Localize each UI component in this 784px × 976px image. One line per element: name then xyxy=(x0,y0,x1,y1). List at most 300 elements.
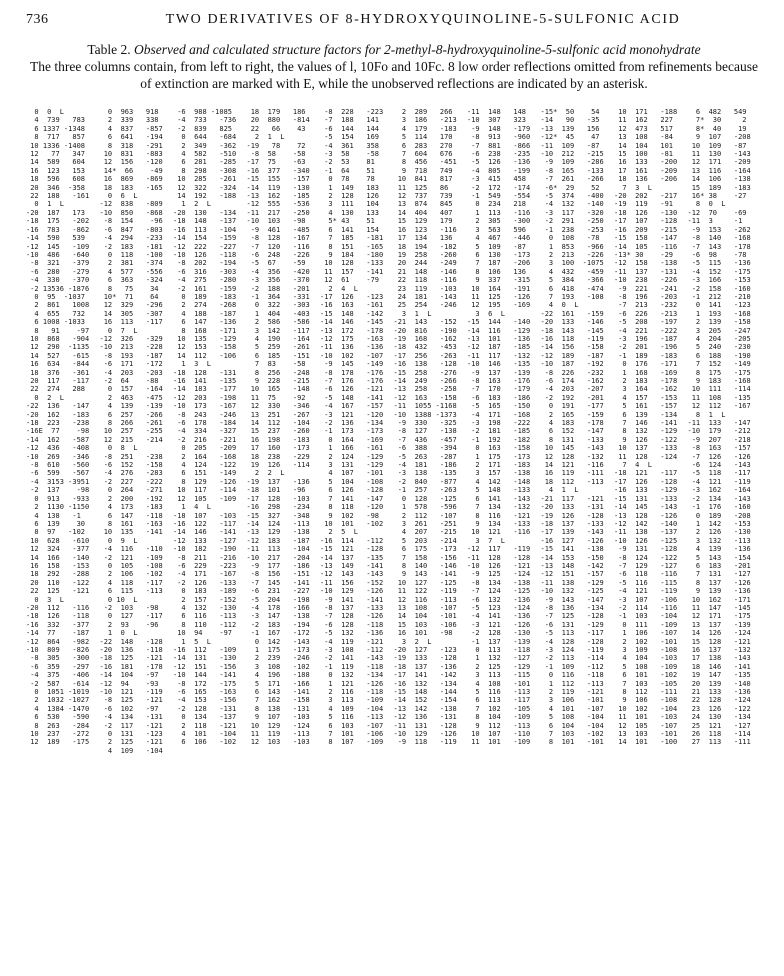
table-row: 12 153 -158 xyxy=(173,343,237,352)
table-row: 10 841 817 xyxy=(393,175,453,184)
table-row: -2 840 -877 xyxy=(393,477,457,486)
table-row: -17 107 -128 xyxy=(614,217,678,226)
table-row: -7 436 -457 xyxy=(393,435,457,444)
table-row: -4 361 358 xyxy=(320,141,380,150)
table-row: -2 188 -201 xyxy=(246,284,310,293)
table-row: -16 298 -234 xyxy=(246,503,310,512)
table-row: 24 181 -143 xyxy=(393,292,457,301)
table-row: 2 1032 -1027 xyxy=(26,696,90,705)
table-row: 4 107 -101 xyxy=(320,469,384,478)
table-row: 6 188 -190 xyxy=(687,351,751,360)
table-row: -5 115 -136 xyxy=(687,259,751,268)
table-row: 4 142 -148 xyxy=(467,477,531,486)
table-row: 7 162 -158 xyxy=(246,696,310,705)
table-row: 9 337 -315 xyxy=(467,276,531,285)
table-row: 22 66 43 xyxy=(246,124,306,133)
table-row: -12 838 -809 xyxy=(99,200,163,209)
table-row: 15 189 -183 xyxy=(687,183,751,192)
table-row: 4 132 -130 xyxy=(173,603,237,612)
table-row: -6 171 -172 xyxy=(99,360,163,369)
table-row: 3 131 -129 xyxy=(320,461,384,470)
table-row: 15 103 -106 xyxy=(393,620,457,629)
table-row: -3 121 -126 xyxy=(467,620,531,629)
table-row: -14 145 -143 xyxy=(614,503,678,512)
table-row: 16 158 -153 xyxy=(26,561,90,570)
table-row: 5 108 -104 xyxy=(540,713,604,722)
table-row: 3 157 -138 xyxy=(467,469,531,478)
table-row: 10 117 -114 xyxy=(173,486,237,495)
table-row: 10 109 -87 xyxy=(687,141,747,150)
table-row: 2 106 -102 xyxy=(99,570,163,579)
table-row: 6 104 -104 xyxy=(540,721,604,730)
table-row: -14 131 -130 xyxy=(173,654,237,663)
table-row: -9 131 -128 xyxy=(614,545,678,554)
table-row: -9 148 -179 xyxy=(467,124,531,133)
table-row: 11 125 86 xyxy=(393,183,449,192)
table-row: -14 146 -145 xyxy=(320,318,384,327)
table-row: -18 148 -137 xyxy=(173,217,237,226)
table-row: 11 125 -126 xyxy=(467,292,531,301)
table-row: -1 173 -173 xyxy=(320,427,384,436)
table-row: 10 127 -125 xyxy=(393,578,457,587)
table-row: 0 191 -177 xyxy=(540,402,604,411)
table-row: 10 111 -114 xyxy=(687,385,751,394)
table-row: -14 152 -154 xyxy=(393,696,457,705)
table-row: -14 162 -587 xyxy=(26,435,90,444)
table-row: 4 139 -139 xyxy=(99,402,163,411)
table-row: -20 127 -123 xyxy=(393,646,457,654)
table-row: 17 160 -173 xyxy=(246,444,310,453)
table-row: -9 461 -485 xyxy=(246,225,310,234)
table-row: -8 127 -138 xyxy=(393,427,457,436)
table-row: 1 404 -403 xyxy=(246,309,310,318)
table-row: -1 364 -331 xyxy=(246,292,310,301)
table-row: 10* 71 64 xyxy=(99,292,159,301)
table-row: -4 733 -736 xyxy=(173,116,237,125)
table-row: -9 221 -241 xyxy=(614,284,678,293)
table-row: 8 132 -129 xyxy=(614,427,678,436)
table-row: 1 175 -173 xyxy=(246,646,310,654)
table-row: 8 168 -171 xyxy=(173,326,237,335)
table-row: -18 126 -118 xyxy=(26,612,90,621)
table-row: 2 305 -300 xyxy=(467,217,531,226)
table-row: 2 157 -152 xyxy=(173,595,237,604)
table-row: -3 107 -106 xyxy=(614,595,678,604)
table-row: -1 167 -172 xyxy=(246,629,310,638)
table-row: -14 153 -150 xyxy=(540,553,604,562)
table-row: 4 432 -459 xyxy=(540,267,604,276)
table-row: 14 589 604 xyxy=(26,158,86,167)
table-row: 8 717 857 xyxy=(26,133,86,142)
table-row: -10 126 -121 xyxy=(467,561,531,570)
table-row: 0 116 -118 xyxy=(540,671,604,680)
table-row: 18 596 608 xyxy=(26,175,86,184)
table-row: 17 161 -209 xyxy=(614,166,678,175)
table-row: 2 2 L xyxy=(246,469,285,478)
table-row: -22 136 -147 xyxy=(26,402,90,411)
table-row: -5 148 -141 xyxy=(320,393,384,402)
table-row: 19 258 -260 xyxy=(393,250,457,259)
table-row: 0 128 -125 xyxy=(393,494,457,503)
table-row: -3 108 -112 xyxy=(320,646,384,654)
table-row: -1 549 -554 xyxy=(467,192,531,201)
table-label: Table 2. xyxy=(87,42,131,57)
table-row: 0 963 918 xyxy=(99,108,159,116)
table-row: 6 139 -134 xyxy=(614,410,678,419)
table-row: -2 839 825 xyxy=(173,124,233,133)
table-row: 4 188 -187 xyxy=(173,309,237,318)
table-row: 0 163 -158 xyxy=(467,444,531,453)
table-row: 0 3 L xyxy=(26,595,64,604)
table-row: -7 881 -866 xyxy=(467,141,531,150)
table-row: 6 363 -324 xyxy=(99,276,163,285)
table-row: 10 257 -255 xyxy=(99,427,163,436)
table-row: 5 259 -261 xyxy=(246,343,310,352)
table-row: 4 577 -556 xyxy=(99,267,163,276)
table-row: 4 207 -215 xyxy=(393,528,457,537)
table-row: -3 356 -370 xyxy=(246,276,310,285)
table-row: 1 3 L xyxy=(173,360,211,369)
table-row: -3 415 458 xyxy=(467,175,527,184)
table-row: 14 404 407 xyxy=(393,208,453,217)
table-row: -7 128 -126 xyxy=(320,612,384,621)
table-row: 4 183 -178 xyxy=(540,419,604,428)
table-row: 13 103 -101 xyxy=(614,730,678,739)
table-row: 6 106 -102 xyxy=(173,738,237,747)
table-row: -6 229 -223 xyxy=(173,561,237,570)
table-row: 14 101 -100 xyxy=(614,738,678,747)
table-row: 5 143 -154 xyxy=(687,553,751,562)
table-row: -16 138 -128 xyxy=(393,360,457,369)
table-row: -16 377 -340 xyxy=(246,166,310,175)
table-row: 10 165 -148 xyxy=(246,385,310,394)
table-row: 6 530 -590 xyxy=(26,713,90,722)
table-row: 2 139 -158 xyxy=(687,318,751,327)
table-row: 1 106 -107 xyxy=(614,629,678,638)
table-row: 9 183 -168 xyxy=(687,377,751,385)
table-row: -8 610 -560 xyxy=(26,461,90,470)
table-row: 4 196 -188 xyxy=(246,671,310,680)
table-row: 23 119 -103 xyxy=(393,284,457,293)
table-row: 16* 38 -27 xyxy=(687,192,747,201)
table-row: 6 113 -117 xyxy=(467,696,531,705)
table-row: 12 112 -167 xyxy=(687,402,751,411)
table-row: -22 161 -159 xyxy=(540,309,604,318)
table-row: -8 58 -58 xyxy=(246,150,306,159)
table-row: 4 139 -136 xyxy=(687,545,751,554)
table-row: -8 163 -157 xyxy=(687,444,751,453)
table-row: -11 136 -136 xyxy=(320,343,384,352)
table-row: -14 90 -35 xyxy=(540,116,600,125)
table-row: 18 179 186 xyxy=(246,108,306,116)
table-row: -16 132 -134 xyxy=(393,679,457,688)
table-row: -10 187 -192 xyxy=(540,360,604,369)
table-row: 4 0 L xyxy=(540,301,579,310)
table-row: 3 113 -115 xyxy=(467,671,531,680)
table-row: 0 913 -933 xyxy=(26,494,90,503)
table-row: 18 238 -229 xyxy=(246,452,310,461)
table-row: -7 261 -266 xyxy=(540,175,604,184)
table-row: 6 482 549 xyxy=(687,108,747,116)
table-row: 0 113 -118 xyxy=(467,646,531,654)
table-row: 4 655 732 xyxy=(26,309,86,318)
table-row: 5 116 -113 xyxy=(320,713,384,722)
table-row: 7 185 -181 xyxy=(320,234,384,243)
table-row: -11 117 -132 xyxy=(467,351,531,360)
table-row: -14 146 -141 xyxy=(173,528,237,537)
table-row: 9 126 -122 xyxy=(614,435,678,444)
table-row: 0 234 218 xyxy=(467,200,527,209)
table-row: 12 77 347 xyxy=(26,150,86,159)
table-row: 8 107 -109 xyxy=(320,738,384,747)
table-row: 5 384 -366 xyxy=(540,276,604,285)
table-row: -3 147 -138 xyxy=(246,612,310,621)
table-row: -15 155 -157 xyxy=(246,175,310,184)
table-row: 8 116 -121 xyxy=(467,511,531,520)
table-row: 8 110 -112 xyxy=(173,620,237,629)
table-row: 0 164 -169 xyxy=(320,435,384,444)
table-row: 2 463 -475 xyxy=(99,393,163,402)
table-row: 19 147 -135 xyxy=(687,671,751,680)
table-row: 6 257 -266 xyxy=(99,410,163,419)
table-row: 0 141 -123 xyxy=(687,301,751,310)
table-row: -7 176 -176 xyxy=(320,377,384,385)
table-row: -2 216 -221 xyxy=(173,435,237,444)
table-row: 8 161 -163 xyxy=(99,519,163,528)
table-row: 0 176 -171 xyxy=(614,360,678,369)
table-row: -14 249 -266 xyxy=(393,377,457,385)
table-row: -19 137 -136 xyxy=(246,477,310,486)
table-row: -7 120 -116 xyxy=(246,242,310,251)
table-row: 0 189 -208 xyxy=(687,511,751,520)
table-row: -8 136 -134 xyxy=(540,603,604,612)
table-row: 8 75 34 xyxy=(99,284,159,293)
table-row: 12 171 -175 xyxy=(687,612,751,621)
table-row: 4 101 -107 xyxy=(540,704,604,713)
table-row: -6 359 -297 xyxy=(26,662,90,671)
table-row: 11 162 227 xyxy=(614,116,674,125)
table-row: -14 119 -130 xyxy=(246,183,310,192)
table-row: 0 2 L xyxy=(26,393,64,402)
table-row: 8* 40 19 xyxy=(687,124,747,133)
table-row: 20 139 -140 xyxy=(687,679,751,688)
table-row: -14 156 -158 xyxy=(540,343,604,352)
table-row: 10 128 -133 xyxy=(320,259,384,268)
table-row: -2 13536 -1876 xyxy=(26,284,90,293)
table-row: -11 217 -250 xyxy=(246,208,310,217)
table-row: 3 164 -162 xyxy=(614,385,678,394)
table-row: 3 113 -109 xyxy=(320,696,384,705)
table-row: 7 4 L xyxy=(614,461,652,470)
table-row: -8 134 -138 xyxy=(467,578,531,587)
table-row: -14 590 539 xyxy=(26,234,86,243)
table-row: 2 4 L xyxy=(320,284,358,293)
table-row: 14 104 101 xyxy=(614,141,674,150)
table-row: 0 108 -78 xyxy=(540,234,600,243)
table-row: -15 121 -128 xyxy=(320,545,384,554)
table-row: 10 628 -610 xyxy=(26,536,90,545)
table-row: 4 138 -1 xyxy=(26,511,81,520)
table-row: -18 128 -131 xyxy=(173,368,237,377)
table-row: 15 129 179 xyxy=(393,217,453,226)
table-row: -11 148 148 xyxy=(467,108,527,116)
table-row: -2 114 -116 xyxy=(614,603,678,612)
table-row: -12 326 -329 xyxy=(99,334,163,343)
table-row: 6 139 30 xyxy=(26,519,86,528)
table-row: 14* 66 -49 xyxy=(99,166,163,175)
table-row: 4 124 -122 xyxy=(173,461,237,470)
table-row: -9 330 -325 xyxy=(393,419,457,428)
table-row: -12 189 -187 xyxy=(540,351,604,360)
table-row: 4 173 -183 xyxy=(99,503,163,512)
table-row: 18 112 -113 xyxy=(540,477,604,486)
table-row: 4 109 -104 xyxy=(320,704,384,713)
table-row: -22 148 -128 xyxy=(99,637,163,646)
table-row: -2 161 -159 xyxy=(173,284,237,293)
table-row: -4 152 -175 xyxy=(687,267,751,276)
table-row: -3 58 -58 xyxy=(320,150,380,159)
table-row: -2 587 -614 xyxy=(26,679,90,688)
table-row: -2 192 -201 xyxy=(540,393,604,402)
table-row: -17 141 -142 xyxy=(393,671,457,680)
table-row: 7* 30 2 xyxy=(687,116,747,125)
table-row: 4 1 L xyxy=(540,486,579,495)
table-row: -11 156 -152 xyxy=(320,578,384,587)
table-row: -5 116 -115 xyxy=(614,578,678,587)
table-row: 16 133 -200 xyxy=(614,158,678,167)
table-row: 0 118 -100 xyxy=(99,250,163,259)
table-row: -13 148 -142 xyxy=(540,561,604,570)
table-row: -2 121 -109 xyxy=(99,553,163,562)
table-row: -1 176 -160 xyxy=(687,503,751,512)
table-row: 7 187 -206 xyxy=(467,259,531,268)
table-row: 12 105 -109 xyxy=(173,494,237,503)
table-row: -8 211 -216 xyxy=(173,553,237,562)
table-title: Observed and calculated structure factors for 2-methyl-8-hydroxyquinoline-5-sulfonic acid monohydrate xyxy=(134,42,701,57)
table-row: -10 809 -826 xyxy=(26,646,90,654)
table-row: 9 112 -113 xyxy=(467,721,531,730)
page-header xyxy=(26,12,758,32)
table-row: -13 149 -141 xyxy=(320,561,384,570)
table-row: 15 128 -121 xyxy=(687,637,751,646)
table-row: -8 226 -232 xyxy=(540,368,604,377)
table-row: -16 112 -109 xyxy=(173,646,237,654)
table-row: 14 305 -307 xyxy=(99,309,163,318)
table-row: 3 1 L xyxy=(393,309,432,318)
table-row: -15 258 -276 xyxy=(393,368,457,377)
table-row: -2 53 81 xyxy=(320,158,375,167)
table-row: 9 718 749 xyxy=(393,166,453,175)
table-row: 3 111 104 xyxy=(320,200,380,209)
table-row: -18 223 -238 xyxy=(26,419,90,428)
table-row: -4 128 -128 xyxy=(540,637,604,646)
table-row: -3 124 -119 xyxy=(540,646,604,654)
table-row: -6 847 -803 xyxy=(99,225,163,234)
table-column xyxy=(467,108,545,968)
table-row: 12 330 -346 xyxy=(246,402,310,411)
table-row: -4 221 -222 xyxy=(614,326,678,335)
table-row: -19 133 -128 xyxy=(393,654,457,663)
table-row: 6 1337 -1348 xyxy=(26,124,86,133)
table-row: 0 78 78 xyxy=(320,175,375,184)
table-row: -9 207 -218 xyxy=(687,435,751,444)
table-row: 2 274 -268 xyxy=(173,301,237,310)
table-row: 3 132 -113 xyxy=(687,536,751,545)
table-row: 0 157 -164 xyxy=(99,385,163,394)
table-row: 7 604 676 xyxy=(393,150,453,159)
table-row: 10 137 -133 xyxy=(614,444,678,453)
table-row: 7 102 -105 xyxy=(467,704,531,713)
table-row: -12 145 -109 xyxy=(26,242,90,251)
table-row: 3 2 L xyxy=(393,637,432,646)
table-row: 19 126 -114 xyxy=(246,461,310,470)
table-row: -2 181 -185 xyxy=(467,427,531,436)
table-row: 0 205 -209 xyxy=(173,444,237,453)
table-row: 25 254 -246 xyxy=(393,301,457,310)
table-row: -8 321 -379 xyxy=(26,259,90,268)
table-row: 0 9 L xyxy=(99,536,138,545)
table-row: -5 165 -150 xyxy=(467,402,531,411)
table-row: 4 582 -510 xyxy=(173,150,237,159)
table-row: 14 527 -615 xyxy=(26,351,90,360)
table-row: 18 376 -361 xyxy=(26,368,90,377)
table-row: -13* 30 -29 xyxy=(614,250,674,259)
table-row: 9 228 -215 xyxy=(246,377,310,385)
table-row: -16 122 -117 xyxy=(173,519,237,528)
table-row: 11 101 -109 xyxy=(467,738,531,747)
table-row: -10 182 -190 xyxy=(173,545,237,554)
table-row: 0 95 -1037 xyxy=(26,292,86,301)
table-row: -10 238 -226 xyxy=(614,276,678,285)
table-row: 11 157 -141 xyxy=(320,267,384,276)
table-row: -4 171 -167 xyxy=(173,570,237,579)
table-row: 8 138 -131 xyxy=(246,704,310,713)
table-row: 22 128 -124 xyxy=(687,696,751,705)
table-row: 2 118 -121 xyxy=(173,721,237,730)
table-row: 2 183 -178 xyxy=(614,377,678,385)
table-row: -8 125 -121 xyxy=(99,696,163,705)
table-row: 15 237 -260 xyxy=(246,427,310,436)
table-row: 6 147 -118 xyxy=(99,511,163,520)
table-row: 2 165 -159 xyxy=(540,410,604,419)
table-row: -8 193 -187 xyxy=(99,351,163,360)
table-row: 12 128 -132 xyxy=(540,452,604,461)
table-row: 6 152 -147 xyxy=(540,427,604,436)
table-row: 12 737 739 xyxy=(393,192,453,201)
table-row: -8 140 -168 xyxy=(687,234,751,243)
table-row: 6 101 -102 xyxy=(614,671,678,680)
table-row: -16 783 -862 xyxy=(26,225,90,234)
table-row: -8 165 -133 xyxy=(540,166,604,175)
table-row: -4 153 -156 xyxy=(173,696,237,705)
table-row: 1 193 -168 xyxy=(687,309,751,318)
table-row: 7 193 -108 xyxy=(540,292,604,301)
table-row: 8 101 -101 xyxy=(540,738,604,747)
table-row: 5 116 -113 xyxy=(467,688,531,697)
table-row: -12 158 -138 xyxy=(614,259,678,268)
table-row: 8 1 L xyxy=(687,410,726,419)
table-row: 8 456 -451 xyxy=(393,158,457,167)
table-row: 14 121 -116 xyxy=(540,461,604,470)
table-row: -10 144 -141 xyxy=(173,671,237,680)
table-column xyxy=(173,108,251,968)
table-row: -1 257 -263 xyxy=(393,486,457,495)
table-row: -4 141 -136 xyxy=(467,612,531,621)
table-row: -3 166 -153 xyxy=(687,276,751,285)
table-row: -4 181 -186 xyxy=(393,461,457,470)
table-row: -9 125 -124 xyxy=(467,570,531,579)
table-row: 6 151 -149 xyxy=(173,469,237,478)
